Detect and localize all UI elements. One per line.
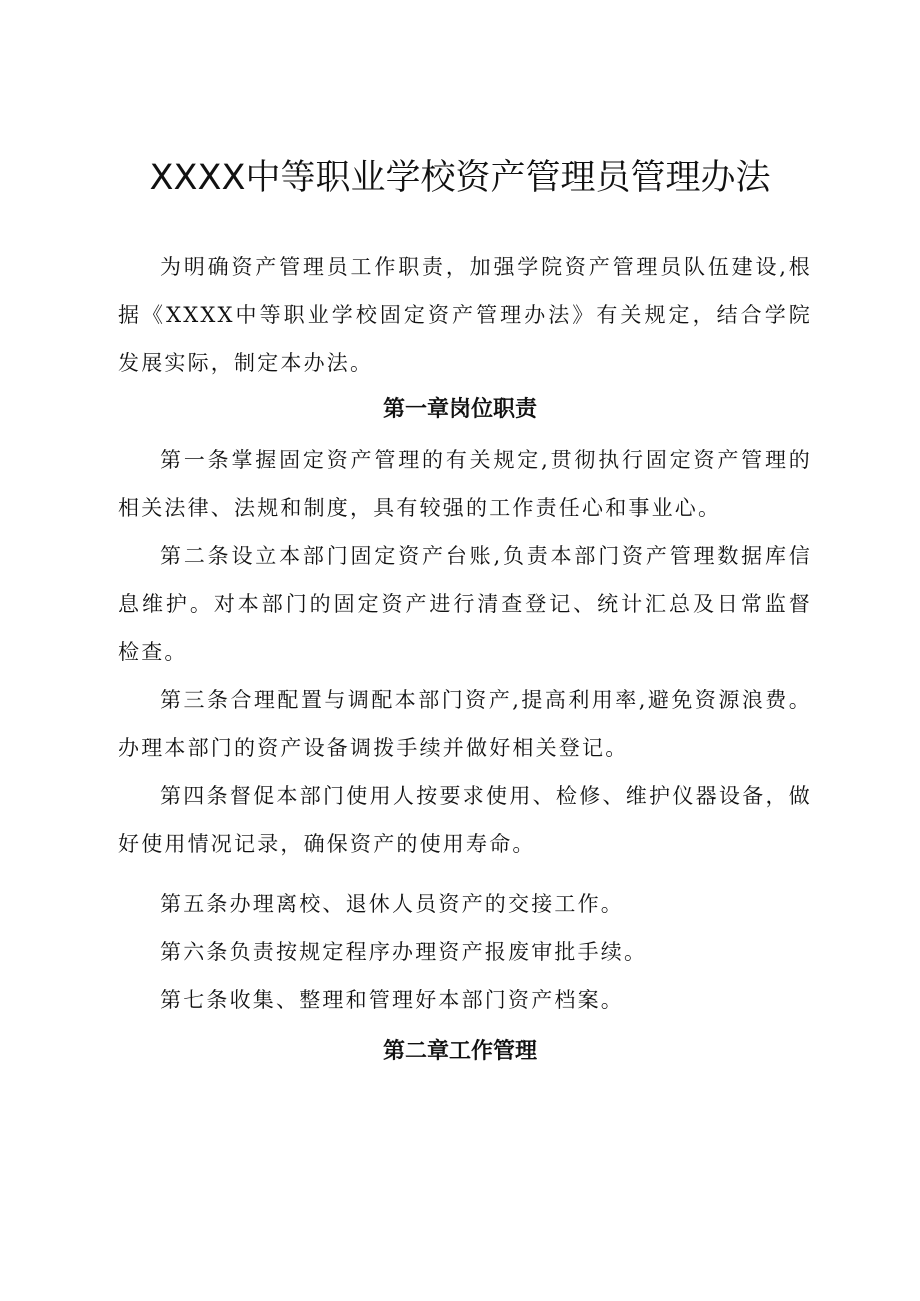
chapter-1-articles-5-7 bbox=[118, 880, 812, 1024]
article-paragraph: 第三条合理配置与调配本部门资产,提高利用率,避免资源浪费。办理本部门的资产设备调拨手续并做好相关登记。 bbox=[118, 688, 812, 760]
article-paragraph: 第七条收集、整理和管理好本部门资产档案。 bbox=[160, 988, 624, 1012]
article-paragraph: 第六条负责按规定程序办理资产报废审批手续。 bbox=[160, 940, 648, 964]
chapter-2-heading: 第二章工作管理 bbox=[382, 1039, 537, 1064]
document-title: XXXX中等职业学校资产管理员管理办法 bbox=[149, 158, 771, 198]
chapter-1-articles-1-4 bbox=[118, 436, 812, 868]
article-paragraph: 第一条掌握固定资产管理的有关规定,贯彻执行固定资产管理的相关法律、法规和制度，具有较强的工作责任心和事业心。 bbox=[118, 448, 812, 520]
chapter-1-heading: 第一章岗位职责 bbox=[382, 397, 537, 422]
intro-block bbox=[118, 243, 812, 387]
article-paragraph: 第五条办理离校、退休人员资产的交接工作。 bbox=[160, 892, 624, 916]
intro-paragraph: 为明确资产管理员工作职责，加强学院资产管理员队伍建设,根据《XXXX中等职业学校固定资产管理办法》有关规定，结合学院发展实际，制定本办法。 bbox=[118, 255, 812, 375]
article-paragraph: 第四条督促本部门使用人按要求使用、检修、维护仪器设备，做好使用情况记录，确保资产的使用寿命。 bbox=[118, 784, 812, 856]
article-paragraph: 第二条设立本部门固定资产台账,负责本部门资产管理数据库信息维护。对本部门的固定资产进行清查登记、统计汇总及日常监督检查。 bbox=[118, 544, 812, 664]
